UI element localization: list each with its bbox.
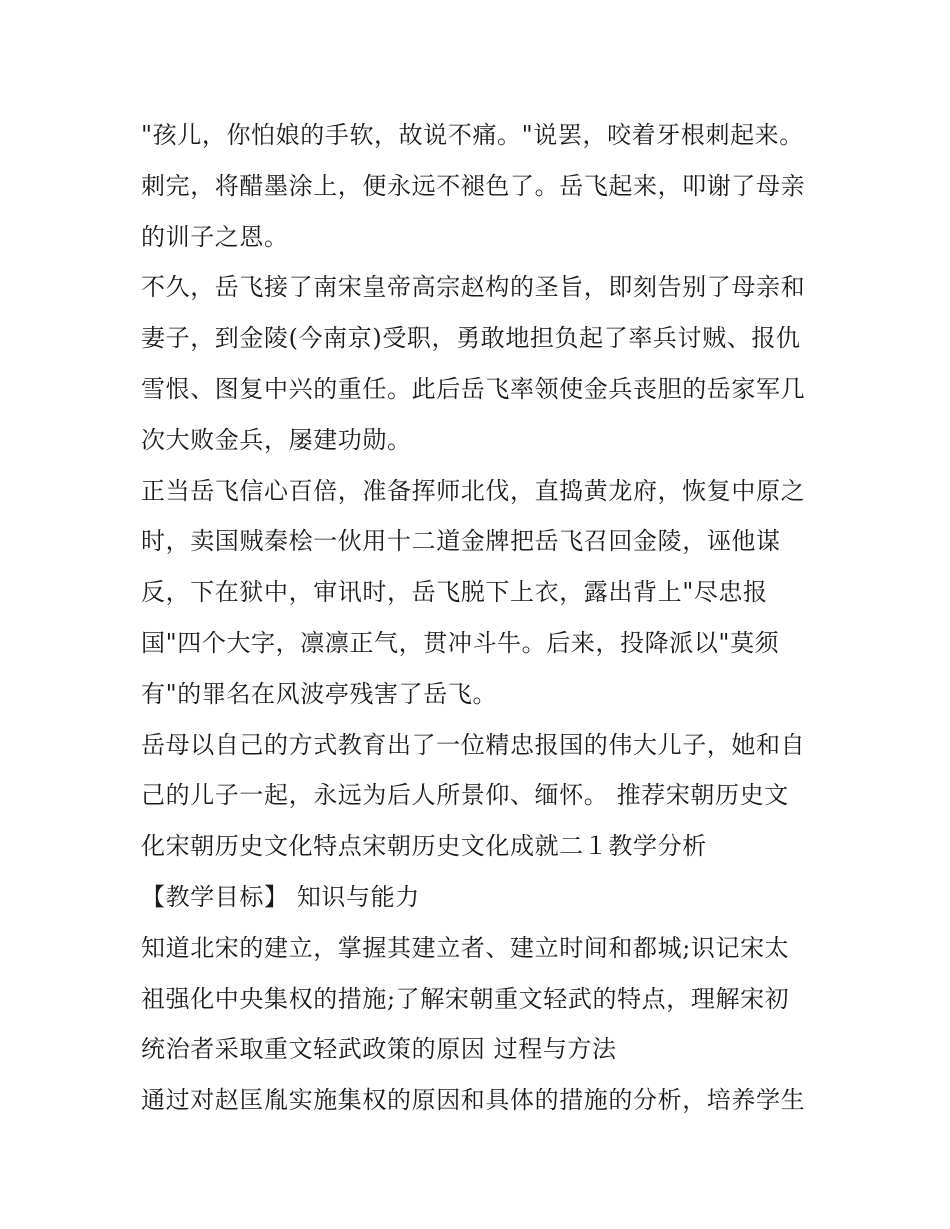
document-body [141,110,821,1126]
text-line: 雪恨、图复中兴的重任。此后岳飞率领使金兵丧胆的岳家军几 [141,374,806,403]
text-line: 通过对赵匡胤实施集权的原因和具体的措施的分析，培养学生 [141,1086,806,1115]
text-line: 【教学目标】 知识与能力 [141,882,420,911]
text-line: 反，下在狱中，审讯时，岳飞脱下上衣，露出背上"尽忠报 [141,578,768,607]
paragraph-yue-fei-service [141,262,821,465]
text-line: 正当岳飞信心百倍，准备挥师北伐，直捣黄龙府，恢复中原之 [141,476,806,505]
text-line: 岳母以自己的方式教育出了一位精忠报国的伟大儿子，她和自 [141,730,806,759]
paragraph-yue-fei-death [141,466,821,720]
text-line: "孩儿，你怕娘的手软，故说不痛。"说罢，咬着牙根刺起来。 [141,121,804,149]
paragraph-mother-legacy [141,720,821,872]
text-line: 祖强化中央集权的措施;了解宋朝重文轻武的特点，理解宋初 [141,984,790,1013]
paragraph-process-methods [141,1075,821,1126]
paragraph-tattoo-completion [141,110,821,262]
text-line: 妻子，到金陵(今南京)受职，勇敢地担负起了率兵讨贼、报仇 [141,324,801,353]
text-line: 不久，岳飞接了南宋皇帝高宗赵构的圣旨，即刻告别了母亲和 [141,273,806,302]
text-line: 的训子之恩。 [141,222,289,251]
text-line: 己的儿子一起，永远为后人所景仰、缅怀。 推荐宋朝历史文 [141,781,789,810]
text-line: 时，卖国贼秦桧一伙用十二道金牌把岳飞召回金陵，诬他谋 [141,527,781,556]
text-line: 统治者采取重文轻武政策的原因 过程与方法 [141,1035,617,1064]
heading-teaching-goals [141,872,821,923]
text-line: 有"的罪名在风波亭残害了岳飞。 [141,679,498,708]
text-line: 次大败金兵，屡建功勋。 [141,425,412,454]
text-line: 国"四个大字，凛凛正气，贯冲斗牛。后来，投降派以"莫须 [141,628,780,657]
text-line: 刺完，将醋墨涂上，便永远不褪色了。岳飞起来，叩谢了母亲 [141,171,806,200]
paragraph-knowledge-goals [141,923,821,1075]
text-line: 知道北宋的建立，掌握其建立者、建立时间和都城;识记宋太 [141,933,790,962]
text-line: 化宋朝历史文化特点宋朝历史文化成就二１教学分析 [141,832,707,861]
